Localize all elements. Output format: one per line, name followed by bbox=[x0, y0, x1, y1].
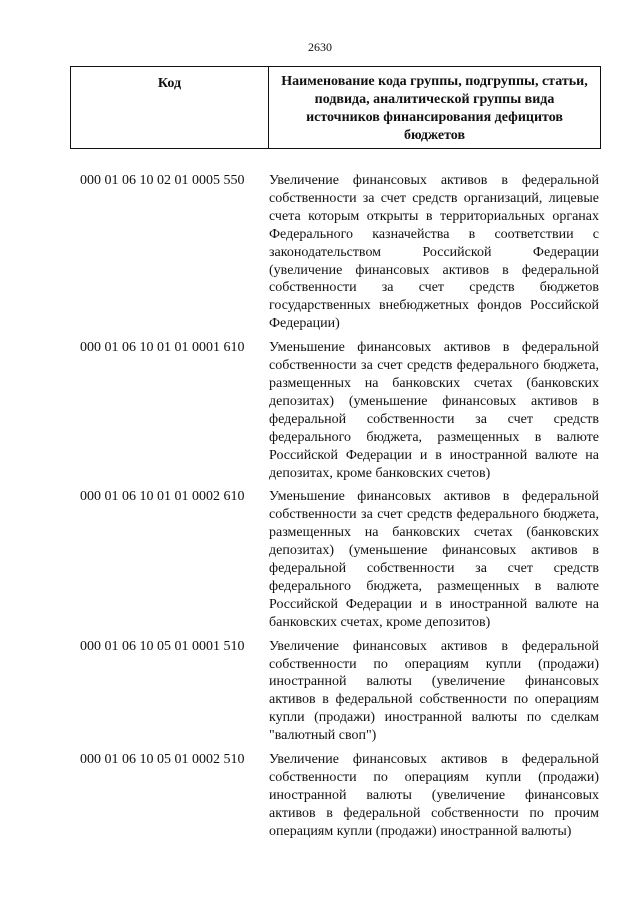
row-description: Увеличение финансовых активов в федеральной собственности по операциям купли (продажи) иностранной валюты (увеличение финансовых активов в федеральной собственности по прочим операциям купли (продажи) иностранной валюты) bbox=[269, 752, 599, 839]
row-description: Увеличение финансовых активов в федеральной собственности за счет средств организаций, лицевые счета которым открыты в территориальных органах Федерального казначейства в соответствии с законодательством Российской Федерации (увеличение финансовых активов в федеральной собственности за счет средств бюджетов государственных внебюджетных фондов Российской Федерации) bbox=[269, 173, 599, 332]
row-code: 000 01 06 10 05 01 0002 510 bbox=[80, 752, 245, 768]
classification-list bbox=[0, 172, 640, 847]
table-row bbox=[0, 638, 640, 745]
header-name-label: Наименование кода группы, подгруппы, статьи, подвида, аналитической группы вида источников финансирования дефицитов бюджетов bbox=[281, 74, 588, 143]
page-number: 2630 bbox=[308, 40, 332, 54]
row-code: 000 01 06 10 05 01 0001 510 bbox=[80, 638, 245, 654]
table-row bbox=[0, 488, 640, 631]
table-row bbox=[0, 751, 640, 841]
row-description: Уменьшение финансовых активов в федеральной собственности за счет средств федерального бюджета, размещенных на банковских счетах (банковских депозитах) (уменьшение финансовых активов в федеральной собственности за счет средств федерального бюджета, размещенных в валюте Российской Федерации и в иностранной валюте на банковских счетах, кроме депозитов) bbox=[269, 489, 599, 630]
row-code: 000 01 06 10 02 01 0005 550 bbox=[80, 173, 245, 188]
row-code: 000 01 06 10 01 01 0002 610 bbox=[80, 489, 245, 505]
table-row bbox=[0, 339, 640, 482]
table-row bbox=[0, 172, 640, 333]
row-description: Увеличение финансовых активов в федеральной собственности по операциям купли (продажи) иностранной валюты (увеличение финансовых активов в федеральной собственности по операциям купли (продажи) иностранной валюты по сделкам "валютный своп") bbox=[269, 638, 599, 744]
header-code-label: Код bbox=[71, 67, 269, 148]
row-code: 000 01 06 10 01 01 0001 610 bbox=[80, 340, 245, 356]
table-header bbox=[70, 66, 601, 149]
row-description: Уменьшение финансовых активов в федеральной собственности за счет средств федерального бюджета, размещенных на банковских счетах (банковских депозитах) (уменьшение финансовых активов в федеральной собственности за счет средств федерального бюджета, размещенных в валюте Российской Федерации и в иностранной валюте на депозитах, кроме банковских счетов) bbox=[269, 340, 599, 481]
